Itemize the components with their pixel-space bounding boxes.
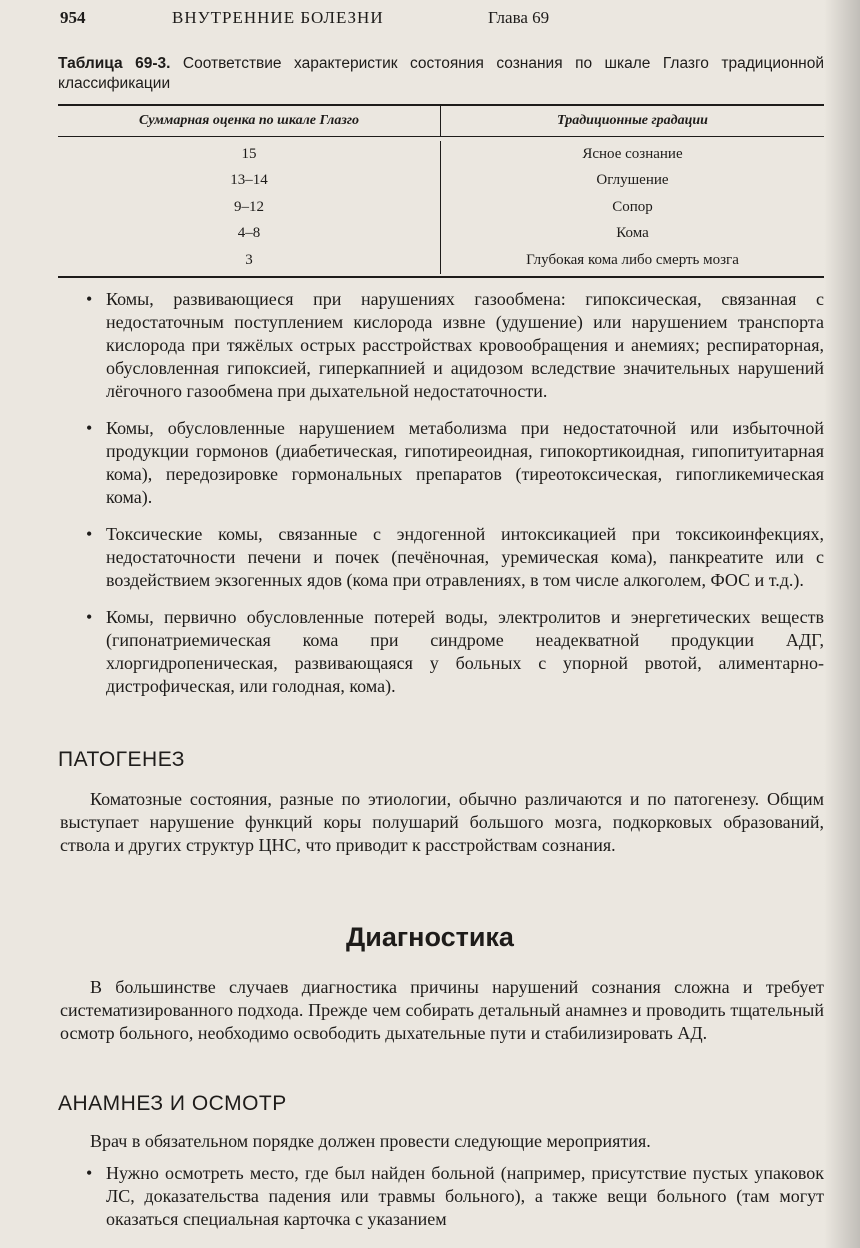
table-header-score: Суммарная оценка по шкале Глазго <box>58 106 441 136</box>
anamnesis-intro: Врач в обязательном порядке должен провести следующие мероприятия. <box>90 1131 651 1151</box>
table-cell-score: 9–12 <box>58 194 441 221</box>
table-body <box>58 137 824 278</box>
table-cell-grade: Оглушение <box>596 172 669 189</box>
table-row <box>58 221 824 248</box>
table-cell-score: 3 <box>58 247 441 274</box>
table-caption-text: Соответствие характеристик состояния сознания по шкале Глазго традиционной классификации <box>58 55 824 92</box>
book-title: ВНУТРЕННИЕ БОЛЕЗНИ <box>172 8 384 27</box>
pathogenesis-paragraph: Коматозные состояния, разные по этиологии, обычно различаются и по патогенезу. Общим выступает нарушение функций коры полушарий большого мозга, подкорковых образований, ствола и других структур ЦНС, что приводит к расстройствам сознания. <box>60 789 824 855</box>
page-edge-shadow <box>824 0 860 1248</box>
table-cell-grade: Ясное сознание <box>582 145 683 162</box>
table-header-grade: Традиционные градации <box>557 113 708 128</box>
table-row <box>58 194 824 221</box>
table-row <box>58 141 824 168</box>
table-cell-grade: Глубокая кома либо смерть мозга <box>526 251 739 268</box>
list-item: • Нужно осмотреть место, где был найден больной (например, присутствие пустых упаковок ЛС, доказательства падения или травмы больного), а также вещи больного (там могут оказаться специальная карточка с указанием <box>60 1162 824 1231</box>
table-cell-score: 13–14 <box>58 168 441 195</box>
coma-types-list <box>60 288 824 698</box>
table-cell-score: 15 <box>58 141 441 168</box>
anamnesis-list <box>60 1162 824 1231</box>
diagnostics-heading: Диагностика <box>346 922 514 952</box>
table-caption <box>58 54 824 94</box>
chapter-label: Глава 69 <box>488 8 550 27</box>
running-header <box>0 6 860 36</box>
pathogenesis-heading: ПАТОГЕНЕЗ <box>58 748 185 771</box>
page-number: 954 <box>60 8 86 27</box>
table-caption-label: Таблица 69-3. <box>58 55 171 72</box>
anamnesis-heading: АНАМНЕЗ И ОСМОТР <box>58 1092 287 1115</box>
list-item: • Токсические комы, связанные с эндогенной интоксикацией при токсикоинфекциях, недостаточности печени и почек (печёночная, уремическая кома), панкреатите или с воздействием экзогенных ядов (кома при отравлениях, в том числе алкоголем, ФОС и т.д.). <box>60 523 824 592</box>
table-header-row <box>58 106 824 137</box>
diagnostics-paragraph: В большинстве случаев диагностика причины нарушений сознания сложна и требует систематизированного подхода. Прежде чем собирать детальный анамнез и проводить тщательный осмотр больного, необходимо освободить дыхательные пути и стабилизировать АД. <box>60 977 824 1043</box>
table-row <box>58 247 824 274</box>
table-cell-score: 4–8 <box>58 221 441 248</box>
list-item: • Комы, обусловленные нарушением метаболизма при недостаточной или избыточной продукции гормонов (диабетическая, гипотиреоидная, гипокортикоидная, гипопитуитарная кома), передозировке гормональных препаратов (тиреотоксическая, гипогликемическая кома). <box>60 417 824 509</box>
table-cell-grade: Кома <box>616 225 649 242</box>
table-cell-grade: Сопор <box>612 198 653 215</box>
glasgow-table <box>58 104 824 278</box>
table-row <box>58 168 824 195</box>
list-item: • Комы, развивающиеся при нарушениях газообмена: гипоксическая, связанная с недостаточным поступлением кислорода извне (удушение) или нарушением транспорта кислорода при тяжёлых острых расстройствах кровообращения и анемиях; респираторная, обусловленная гипоксией, гиперкапнией и ацидозом вследствие значительных нарушений лёгочного газообмена при дыхательной недостаточности. <box>60 288 824 403</box>
list-item: • Комы, первично обусловленные потерей воды, электролитов и энергетических веществ (гипонатриемическая кома при синдроме неадекватной продукции АДГ, хлоргидропеническая, развивающаяся у больных с упорной рвотой, алиментарно-дистрофическая, или голодная, кома). <box>60 606 824 698</box>
